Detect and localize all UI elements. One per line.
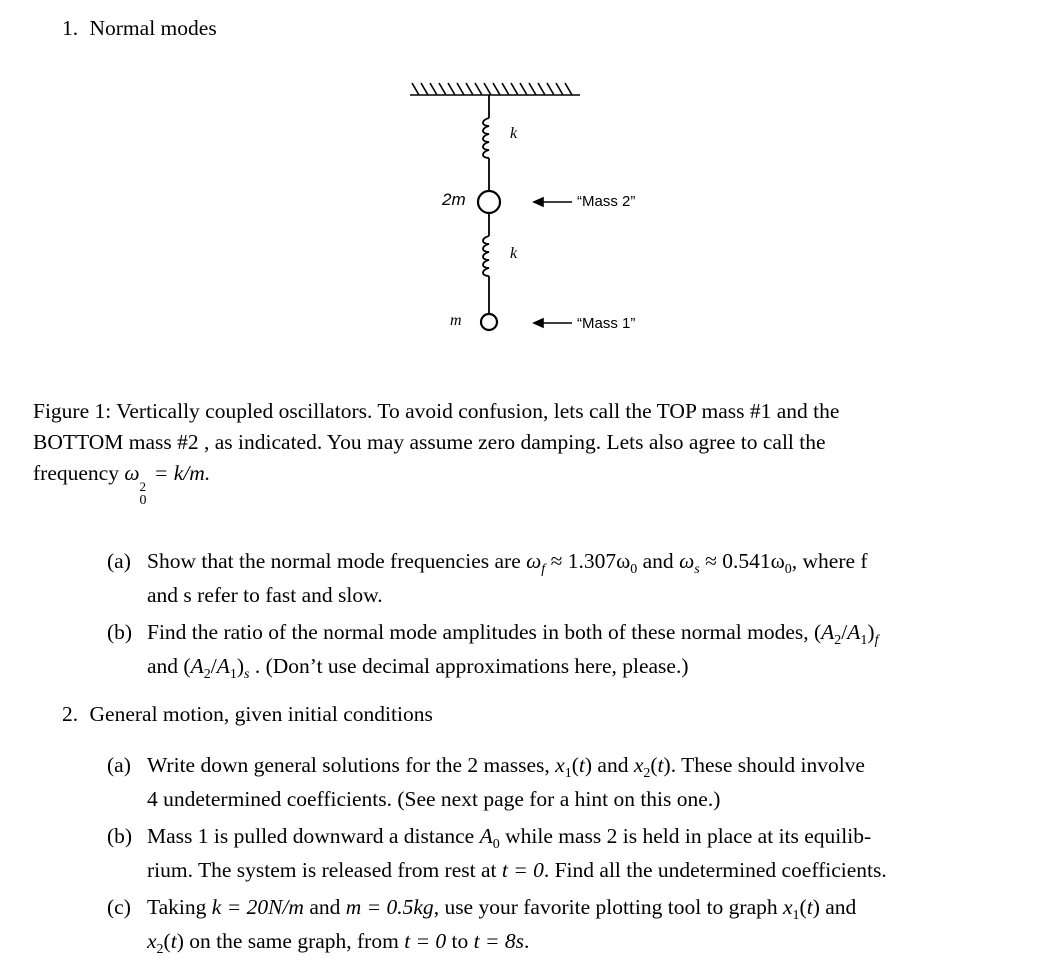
- mass-bottom-label: m: [450, 312, 462, 329]
- figure-caption: [33, 396, 1015, 508]
- item-label: (b): [107, 620, 133, 644]
- ceiling-hatch: [410, 83, 580, 95]
- q2a: (a) Write down general solutions for the 2 masses, $x_1(t)$ and $x_2(t)$. These should involve 4 undetermined coefficients. (See next page for a hint on this one.): [107, 750, 1015, 815]
- item-label: (c): [107, 895, 131, 919]
- spring-top-label: k: [510, 125, 518, 142]
- caption-line-3: frequency ω 2 0 = k/m.: [33, 461, 211, 508]
- mass-top-circle: [478, 191, 500, 213]
- section-title: General motion, given initial conditions: [89, 702, 433, 726]
- arrow-mass-1: [534, 319, 572, 327]
- q1a: (a) Show that the normal mode frequencies are $\omega_f \approx 1.307\omega_0$ and $\omega_s \approx 0.541\omega_0$, where f and s refer to fast and slow.: [107, 546, 1015, 611]
- spring-bottom: [483, 213, 489, 314]
- mass-top-label: 2m: [442, 190, 466, 209]
- section-number: 2.: [62, 702, 79, 726]
- spring-top: [483, 95, 489, 191]
- caption-line-1: Figure 1: Vertically coupled oscillators. To avoid confusion, lets call the TOP mass #1 and the: [33, 399, 840, 423]
- section-number: 1.: [62, 16, 79, 40]
- q2b: (b) Mass 1 is pulled downward a distance $A_0$ while mass 2 is held in place at its equilib- rium. The system is released from rest at t = 0. Find all the undetermined coefficients.: [107, 821, 1015, 886]
- item-label: (a): [107, 549, 131, 573]
- item-label: (b): [107, 824, 133, 848]
- caption-line-2: BOTTOM mass #2 , as indicated. You may assume zero damping. Lets also agree to call the: [33, 430, 826, 454]
- arrow-mass-1-label: “Mass 1”: [577, 315, 636, 332]
- spring-bottom-label: k: [510, 245, 518, 262]
- mass-bottom-circle: [481, 314, 497, 330]
- arrow-mass-2: [534, 198, 572, 206]
- q2c: (c) Taking k = 20N/m and m = 0.5kg, use your favorite plotting tool to graph $x_1(t)$ and $x_2(t)$ on the same graph, from t = 0 to t = 8s.: [107, 892, 1015, 960]
- coupled-oscillator-figure: [400, 76, 670, 346]
- section-1-heading: [62, 13, 217, 44]
- arrow-mass-2-label: “Mass 2”: [577, 193, 636, 210]
- item-label: (a): [107, 753, 131, 777]
- q1b: (b) Find the ratio of the normal mode amplitudes in both of these normal modes, $(A_2/A_1)_f$ and $(A_2/A_1)_s$ . (Don’t use decimal approximations here, please.): [107, 617, 1015, 685]
- section-2-heading: [62, 699, 433, 730]
- section-title: Normal modes: [89, 16, 217, 40]
